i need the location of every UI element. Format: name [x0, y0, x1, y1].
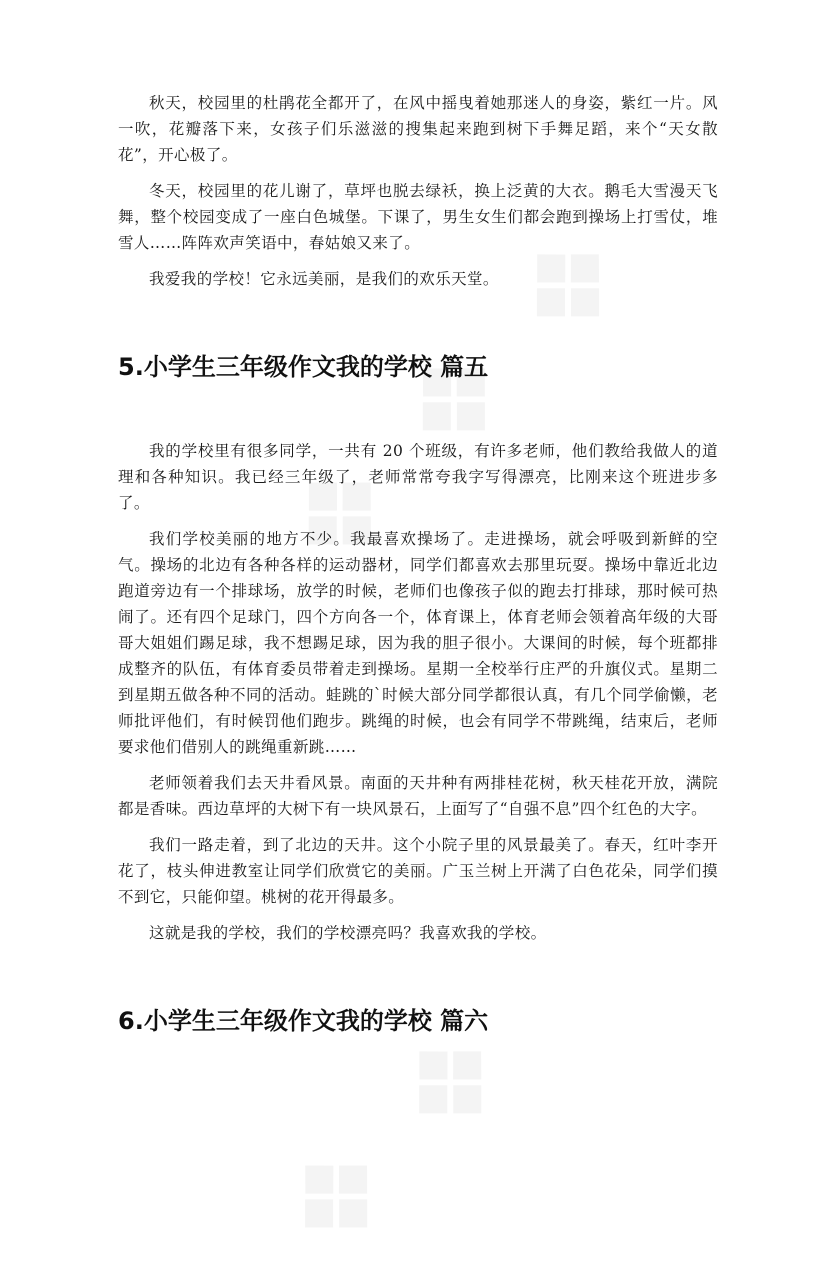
paragraph: 我爱我的学校！它永远美丽，是我们的欢乐天堂。	[149, 270, 499, 288]
paragraph: 这就是我的学校，我们的学校漂亮吗？我喜欢我的学校。	[149, 924, 547, 942]
paragraph: 秋天，校园里的杜鹃花全都开了，在风中摇曳着她那迷人的身姿，紫红一片。风一吹，花瓣落下来，女孩子们乐滋滋的搜集起来跑到树下手舞足蹈，来个“天女散花”，开心极了。	[118, 94, 718, 164]
paragraph: 我们一路走着，到了北边的天井。这个小院子里的风景最美了。春天，红叶李开花了，枝头伸进教室让同学们欣赏它的美丽。广玉兰树上开满了白色花朵，同学们摸不到它，只能仰望。桃树的花开得最多。	[118, 836, 718, 906]
paragraph: 老师领着我们去天井看风景。南面的天井种有两排桂花树，秋天桂花开放，满院都是香味。西边草坪的大树下有一块风景石，上面写了“自强不息”四个红色的大字。	[118, 774, 718, 818]
document-body	[118, 90, 718, 1038]
paragraph: 我的学校里有很多同学，一共有 20 个班级，有许多老师，他们教给我做人的道理和各种知识。我已经三年级了，老师常常夸我字写得漂亮，比刚来这个班进步多了。	[118, 442, 718, 512]
section-essay-5	[118, 438, 718, 946]
section-heading-5: 5.小学生三年级作文我的学校 篇五	[118, 353, 489, 381]
section-heading-6: 6.小学生三年级作文我的学校 篇六	[118, 1007, 489, 1035]
paragraph: 冬天，校园里的花儿谢了，草坪也脱去绿袄，换上泛黄的大衣。鹅毛大雪漫天飞舞，整个校园变成了一座白色城堡。下课了，男生女生们都会跑到操场上打雪仗，堆雪人……阵阵欢声笑语中，春姑娘又来了。	[118, 182, 718, 252]
paragraph: 我们学校美丽的地方不少。我最喜欢操场了。走进操场，就会呼吸到新鲜的空气。操场的北边有各种各样的运动器材，同学们都喜欢去那里玩耍。操场中靠近北边跑道旁边有一个排球场，放学的时候，老师们也像孩子似的跑去打排球，那时候可热闹了。还有四个足球门，四个方向各一个，体育课上，体育老师会领着高年级的大哥哥大姐姐们踢足球，我不想踢足球，因为我的胆子很小。大课间的时候，每个班都排成整齐的队伍，有体育委员带着走到操场。星期一全校举行庄严的升旗仪式。星期二到星期五做各种不同的活动。蛙跳的`时候大部分同学都很认真，有几个同学偷懒，老师批评他们，有时候罚他们跑步。跳绳的时候，也会有同学不带跳绳，结束后，老师要求他们借别人的跳绳重新跳……	[118, 530, 718, 756]
section-previous-essay-ending	[118, 90, 718, 292]
